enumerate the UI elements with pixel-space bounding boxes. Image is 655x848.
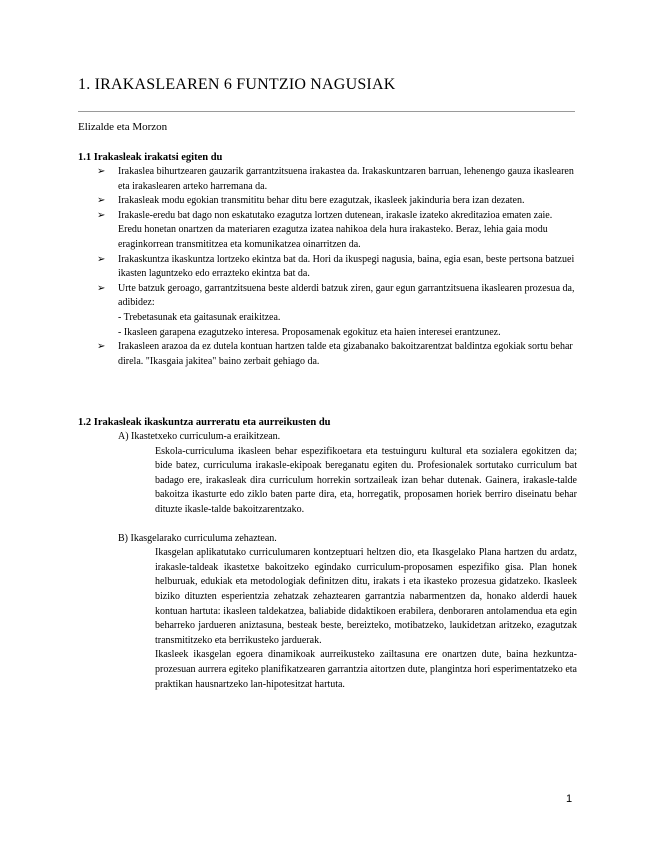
list-item-text: Irakaskuntza ikaskuntza lortzeko ekintza bat da. Hori da ikuspegi nagusia, baina, egia esan, beste pertsona batzuei ikasten laguntzeko edo errazteko ekintza bat da. (118, 253, 575, 280)
title-divider (78, 111, 575, 112)
list-item-text: Irakaslea bihurtzearen gauzarik garrantzitsuena irakastea da. Irakaskuntzaren barruan, lehenengo gauza ikaslearen eta irakaslearen arteko harremana da. (118, 166, 574, 192)
arrow-bullet-icon: ➢ (97, 209, 106, 221)
list-item-text: Urte batzuk geroago, garrantzitsuena beste alderdi batzuk ziren, gaur egun garrantzitsuena ikaslearen prozesua da, adibidez: (118, 282, 575, 309)
subsection-a-paragraph: Eskola-curriculuma ikasleen behar espezifikoetara eta testuinguru kultural eta sozialera egokitzen da; bide batez, curriculuma irakasle-ekipoak bereganatu egiten du. Profesionalek sortutako curriculum bat badago ere, irakasleak dira curriculum horrekin sortzaileak izan behar dutenak. Gainera, irakasle-talde bakoitza ikasturte edo ziklo baten parte dira, eta, horregatik, proposamen horiek berriro diseinatu behar dituzte ikasle-talde bakoitzarentzako. (155, 445, 577, 515)
spacer (78, 518, 578, 532)
section-1 (78, 151, 578, 369)
subsection-b-heading: B) Ikasgelarako curriculuma zehaztean. (118, 532, 277, 544)
list-item-text: Irakasleak modu egokian transmititu behar ditu bere ezagutzak, ikasleek jakinduria bera izan dezaten. (118, 195, 525, 207)
section-1-list (78, 165, 578, 369)
list-item (78, 282, 578, 340)
subsection-b-paragraph-2: Ikasleek ikasgelan egoera dinamikoak aurreikusteko zailtasuna ere onartzen dute, baina hezkuntza-prozesuan aurrera egiteko planifikatzearen garrantzia aitortzen dute, plangintza hori esperimentatzeko eta praktikan hausnartzeko lan-hipotesitzat hartuta. (155, 649, 577, 690)
page-number: 1 (566, 793, 573, 805)
arrow-bullet-icon: ➢ (97, 166, 106, 177)
authors: Elizalde eta Morzon (78, 121, 168, 133)
section-1-heading: 1.1 Irakasleak irakatsi egiten du (78, 152, 223, 163)
subsection-b-paragraph-1: Ikasgelan aplikatutako curriculumaren kontzeptuari heltzen dio, eta Ikasgelako Plana hartzen du ardatz, irakasle-taldeak ikastetxe bakoitzeko egindako curriculum-proposamen espezifiko gisa. Plan honek helburuak, edukiak eta metodologiak definitzen ditu, irakats i eta ikasteko prozesua gidatzeko. Ikasleek biziko dituzten esperientzia zehatzak zehaztearen garrantzia nabarmentzen da, honako alderdi hauek kontuan hartuta: ikasleen taldekatzea, baliabide didaktikoen erabilera, denboraren antolamendua eta egin beharreko jardueren aniztasuna, besteak beste, bereizteko, motibatzeko, laukidetzan aritzeko, ezagutzak transmititzeko eta berrikusteko jarduerak. (155, 547, 577, 646)
arrow-bullet-icon: ➢ (97, 195, 106, 207)
list-item (78, 253, 578, 282)
arrow-bullet-icon: ➢ (97, 253, 106, 265)
list-item (78, 165, 578, 194)
sub-item: - Ikasleen garapena ezagutzeko interesa. Proposamenak egokituz eta haien interesei erantzunez. (118, 326, 501, 338)
document-title: 1. IRAKASLEAREN 6 FUNTZIO NAGUSIAK (78, 76, 396, 93)
list-item-text: Irakasle-eredu bat dago non eskatutako ezagutza lortzen dutenean, irakasle izateko akreditazioa ematen zaie. Eredu honetan onartzen da materiaren ezagutza izatea nahikoa dela hura irakasteko. Beraz, lehia gaia modu eraginkorrean transmititzea eta komunikatzea oinarritzen da. (118, 209, 553, 250)
subsection-a-heading: A) Ikastetxeko curriculum-a eraikitzean. (118, 431, 281, 442)
sub-item: - Trebetasunak eta gaitasunak eraikitzea. (118, 311, 281, 323)
arrow-bullet-icon: ➢ (97, 282, 106, 294)
list-item (78, 209, 578, 253)
section-2-heading: 1.2 Irakasleak ikaskuntza aurreratu eta aurreikusten du (78, 417, 331, 428)
arrow-bullet-icon: ➢ (97, 341, 106, 353)
list-item (78, 194, 578, 209)
section-2 (78, 416, 578, 692)
list-item (78, 340, 578, 369)
list-item-text: Irakasleen arazoa da ez dutela kontuan hartzen talde eta gizabanako bakoitzarentzat baldintza egokiak sortu behar direla. "Ikasgaia jakitea" baino zerbait gehiago da. (118, 341, 573, 367)
